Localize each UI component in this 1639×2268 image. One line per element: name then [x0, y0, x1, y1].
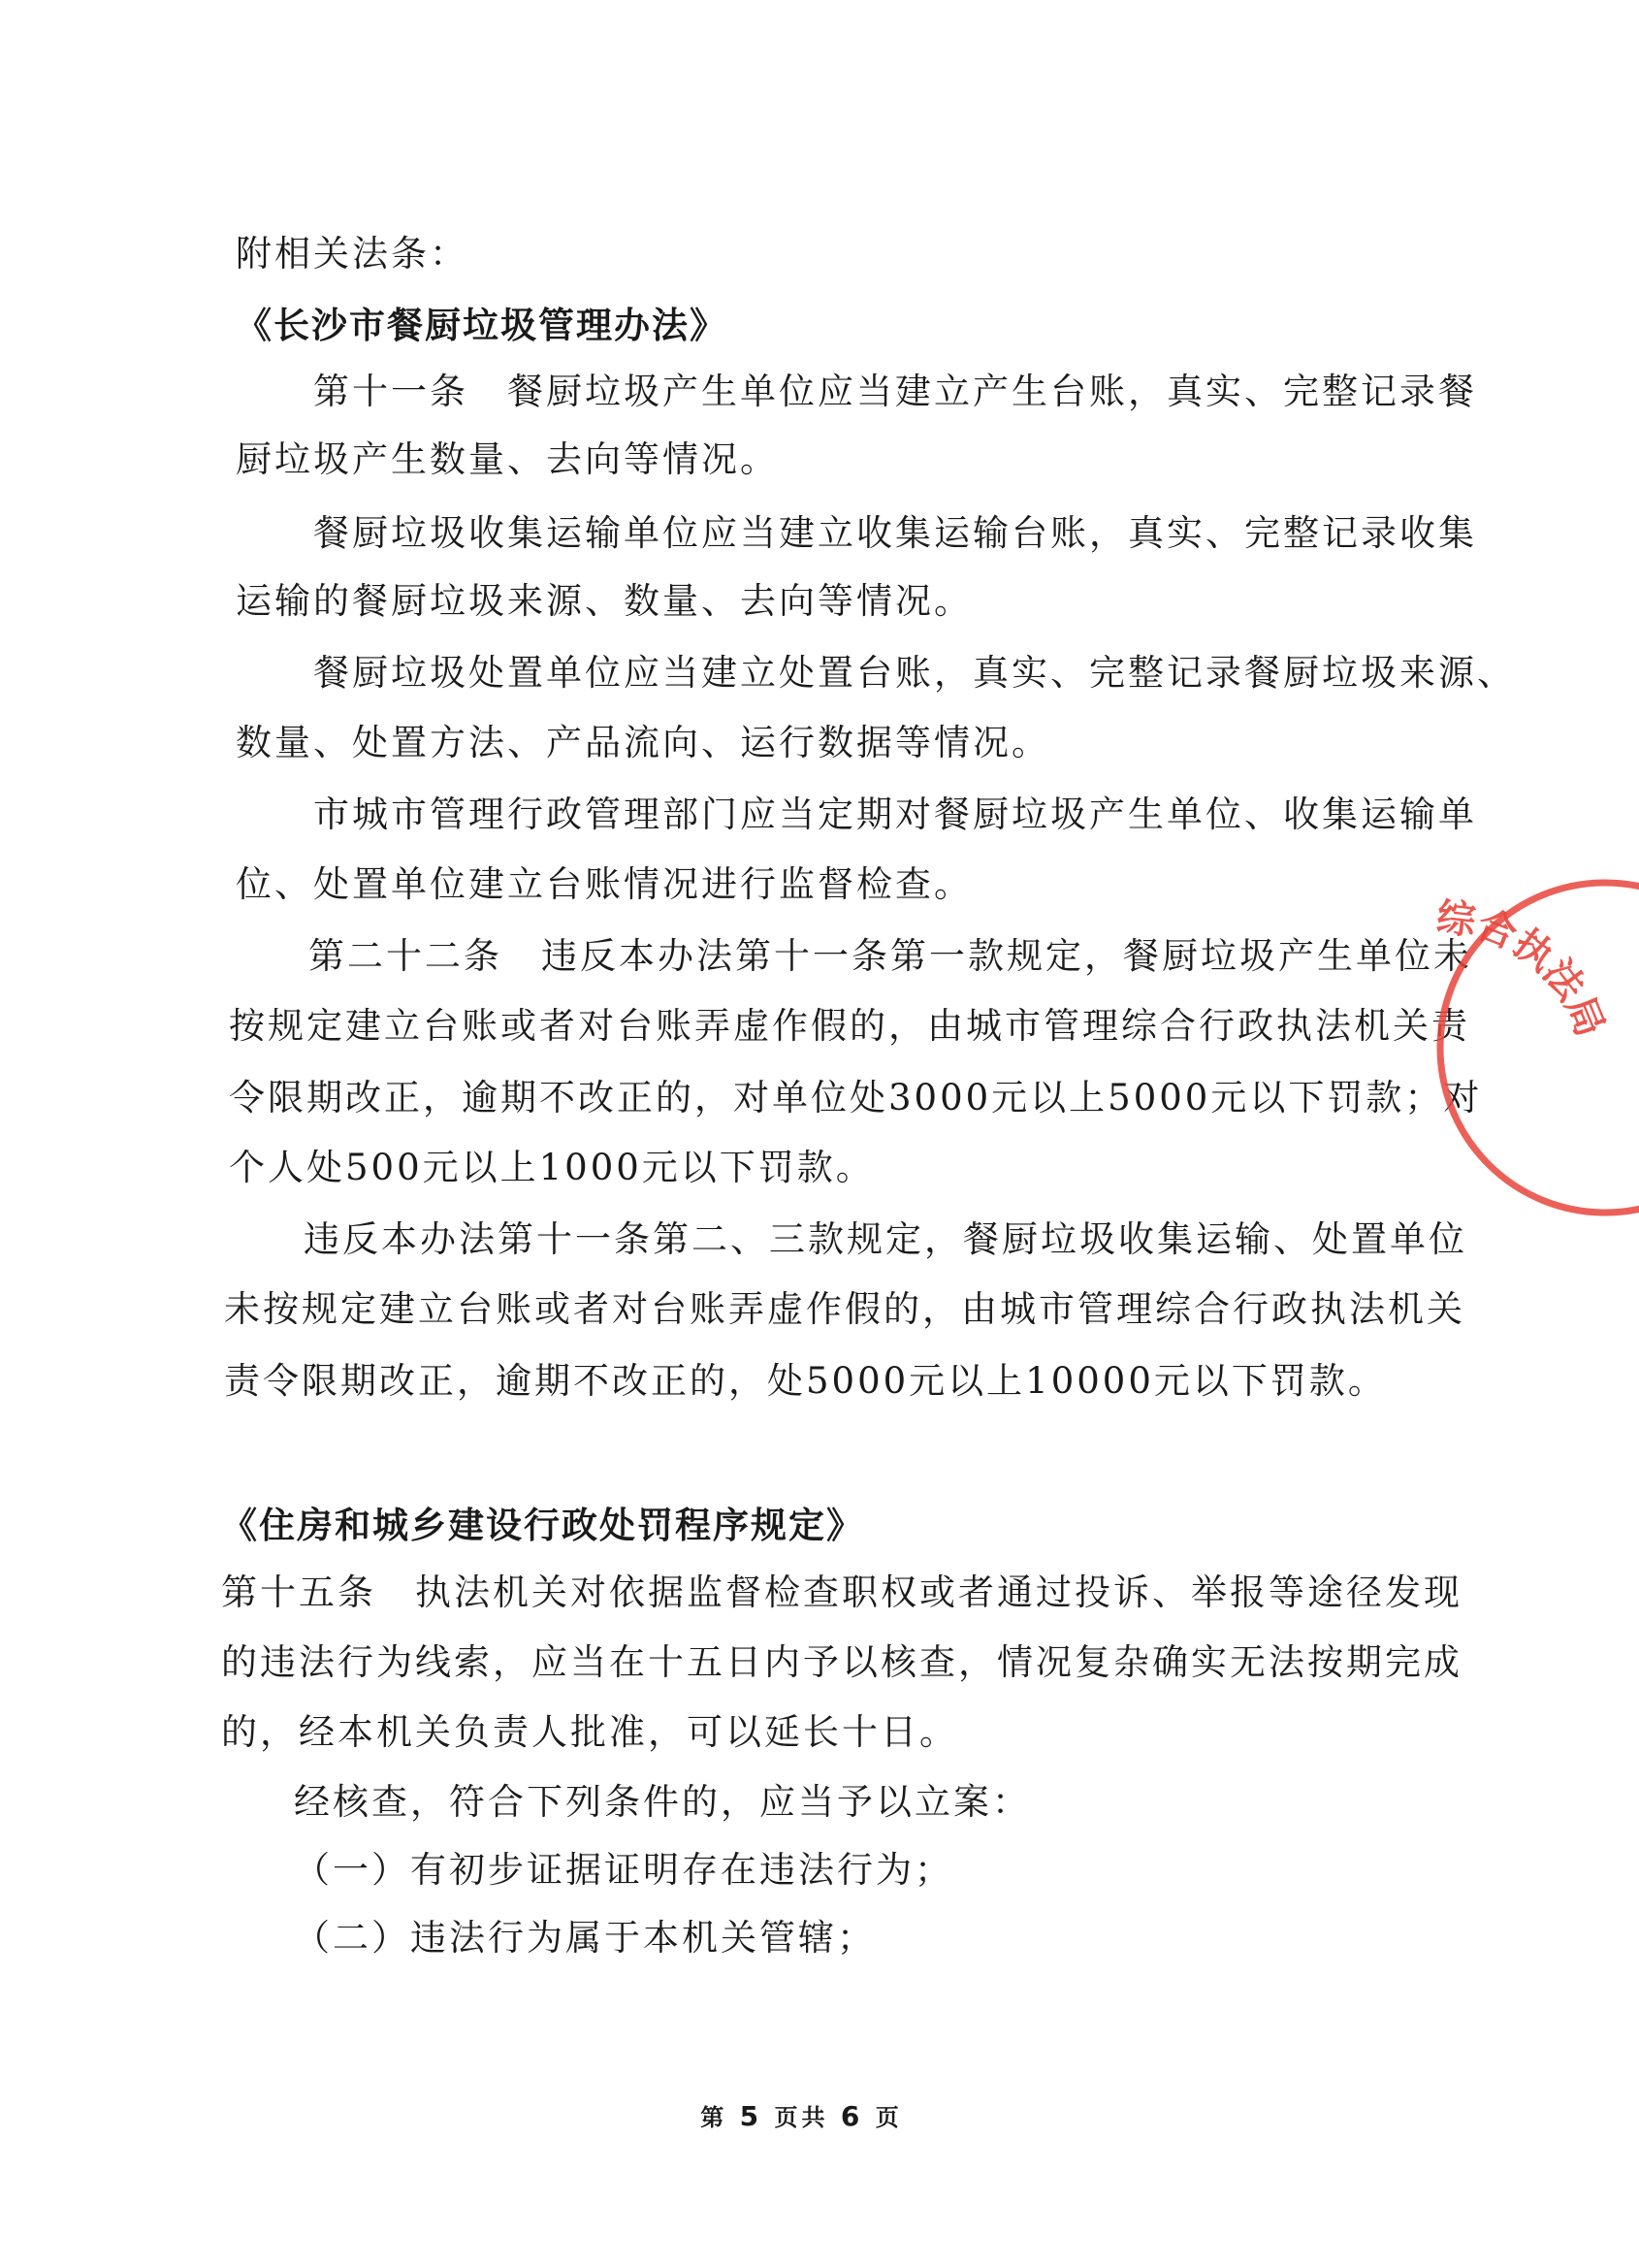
footer-page-number: 5	[739, 2100, 763, 2132]
paragraph-line: 第二十二条 违反本办法第十一条第一款规定，餐厨垃圾产生单位未	[308, 935, 1472, 977]
paragraph-line: 违反本办法第十一条第二、三款规定，餐厨垃圾收集运输、处置单位	[304, 1218, 1467, 1260]
footer-suffix: 页	[875, 2104, 903, 2131]
page-footer	[0, 2098, 1603, 2132]
paragraph-line: 厨垃圾产生数量、去向等情况。	[236, 438, 779, 480]
paragraph-line: 未按规定建立台账或者对台账弄虚作假的，由城市管理综合行政执法机关	[224, 1288, 1465, 1330]
paragraph-line: 的违法行为线索，应当在十五日内予以核查，情况复杂确实无法按期完成	[221, 1641, 1462, 1683]
seal-text: 综合执法局	[1433, 893, 1614, 1044]
paragraph-line: 第十一条 餐厨垃圾产生单位应当建立产生台账，真实、完整记录餐	[313, 371, 1477, 412]
paragraph-line: 市城市管理行政管理部门应当定期对餐厨垃圾产生单位、收集运输单	[313, 794, 1477, 835]
paragraph-line: （二）违法行为属于本机关管辖；	[294, 1917, 876, 1959]
footer-prefix: 第	[700, 2104, 728, 2131]
paragraph-line: 位、处置单位建立台账情况进行监督检查。	[236, 863, 973, 905]
official-seal-stamp	[1397, 893, 1639, 1183]
paragraph-line: 数量、处置方法、产品流向、运行数据等情况。	[236, 722, 1050, 763]
paragraph-line: （一）有初步证据证明存在违法行为；	[294, 1849, 953, 1891]
section-title-2: 《住房和城乡建设行政处罚程序规定》	[221, 1504, 864, 1546]
paragraph-line: 运输的餐厨垃圾来源、数量、去向等情况。	[236, 580, 973, 622]
footer-total-pages: 6	[840, 2100, 864, 2132]
paragraph-line: 第十五条 执法机关对依据监督检查职权或者通过投诉、举报等途径发现	[221, 1571, 1462, 1613]
paragraph-line: 的，经本机关负责人批准，可以延长十日。	[221, 1711, 958, 1753]
paragraph-line: 个人处500元以上1000元以下罚款。	[229, 1147, 875, 1188]
paragraph-line: 餐厨垃圾处置单位应当建立处置台账，真实、完整记录餐厨垃圾来源、	[313, 652, 1516, 694]
footer-middle: 页共	[774, 2104, 829, 2131]
section-title-1: 《长沙市餐厨垃圾管理办法》	[236, 304, 727, 346]
paragraph-line: 餐厨垃圾收集运输单位应当建立收集运输台账，真实、完整记录收集	[313, 512, 1477, 554]
paragraph-line: 按规定建立台账或者对台账弄虚作假的，由城市管理综合行政执法机关责	[229, 1005, 1470, 1047]
paragraph-line: 令限期改正，逾期不改正的，对单位处3000元以上5000元以下罚款；对	[229, 1077, 1483, 1118]
attachment-heading: 附相关法条：	[236, 233, 468, 275]
paragraph-line: 经核查，符合下列条件的，应当予以立案：	[294, 1781, 1031, 1823]
paragraph-line: 责令限期改正，逾期不改正的，处5000元以上10000元以下罚款。	[224, 1360, 1387, 1402]
